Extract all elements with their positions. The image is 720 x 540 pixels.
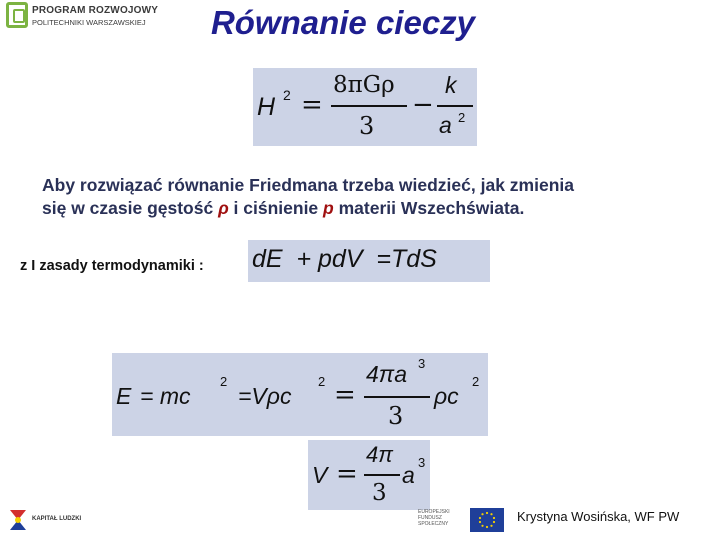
volume-a: a <box>402 462 415 488</box>
fraction-bar <box>331 105 407 107</box>
kapital-ludzki-logo <box>8 506 82 534</box>
energy-exp2: 2 <box>318 374 326 389</box>
fraction-bar-3 <box>364 396 430 398</box>
eq-a-exp: 2 <box>458 110 466 125</box>
energy-exp1: 2 <box>220 374 228 389</box>
volume-equation <box>308 440 430 510</box>
energy-tailexp: 2 <box>472 374 480 389</box>
volume-v: V <box>312 462 328 488</box>
friedmann-equation <box>253 68 477 146</box>
eq-denominator: 3 <box>359 112 375 140</box>
rho-symbol: ρ <box>218 198 229 218</box>
eq-a: a <box>439 112 452 138</box>
energy-equals: = <box>334 380 356 410</box>
energy-vrc: =Vρc <box>238 383 292 409</box>
para-line2-pre: się w czasie gęstość <box>42 198 219 218</box>
para-line2-post: materii Wszechświata. <box>333 198 525 218</box>
volume-aexp: 3 <box>418 455 426 470</box>
eu-flag-icon <box>470 508 504 532</box>
volume-den: 3 <box>372 480 387 506</box>
para-line2-mid: i ciśnienie <box>228 198 324 218</box>
energy-num: 4πa <box>366 361 407 387</box>
kl-label: KAPITAŁ LUDZKI <box>32 516 82 522</box>
energy-den: 3 <box>388 402 404 430</box>
kl-emblem-icon <box>8 508 28 532</box>
fraction-bar-4 <box>364 474 400 476</box>
para-line1: Aby rozwiązać równanie Friedmana trzeba wiedzieć, jak zmienia <box>42 175 574 195</box>
logo-line2: POLITECHNIKI WARSZAWSKIEJ <box>32 18 146 27</box>
eq-h: H <box>257 93 276 121</box>
logo-line1: PROGRAM ROZWOJOWY <box>32 5 159 16</box>
thermo-label: z I zasady termodynamiki : <box>20 258 204 274</box>
eq-numerator: 8πGρ <box>333 72 395 98</box>
thermo-equation <box>248 240 490 282</box>
eq-h-exp: 2 <box>283 87 291 103</box>
energy-mc: = mc <box>140 383 191 409</box>
energy-equation <box>112 353 488 436</box>
thermo-equation-text: dE + pdV =TdS <box>252 245 437 273</box>
energy-e: E <box>116 383 132 409</box>
para-line2 <box>42 197 682 220</box>
ue-label <box>418 509 466 527</box>
eq-minus: − <box>412 90 434 120</box>
p-symbol: p <box>323 198 334 218</box>
eq-equals: = <box>301 90 323 120</box>
ue-label-text: EUROPEJSKI FUNDUSZ SPOŁECZNY <box>418 509 450 527</box>
energy-rhoc: ρc <box>434 383 459 409</box>
volume-equals: = <box>336 459 358 489</box>
eq-k: k <box>445 72 457 98</box>
author-footer: Krystyna Wosińska, WF PW <box>517 509 680 524</box>
energy-numexp: 3 <box>418 356 426 371</box>
volume-num: 4π <box>366 442 393 467</box>
description-paragraph <box>42 174 682 220</box>
fraction-bar-2 <box>437 105 473 107</box>
page-title: Równanie cieczy <box>210 4 476 41</box>
